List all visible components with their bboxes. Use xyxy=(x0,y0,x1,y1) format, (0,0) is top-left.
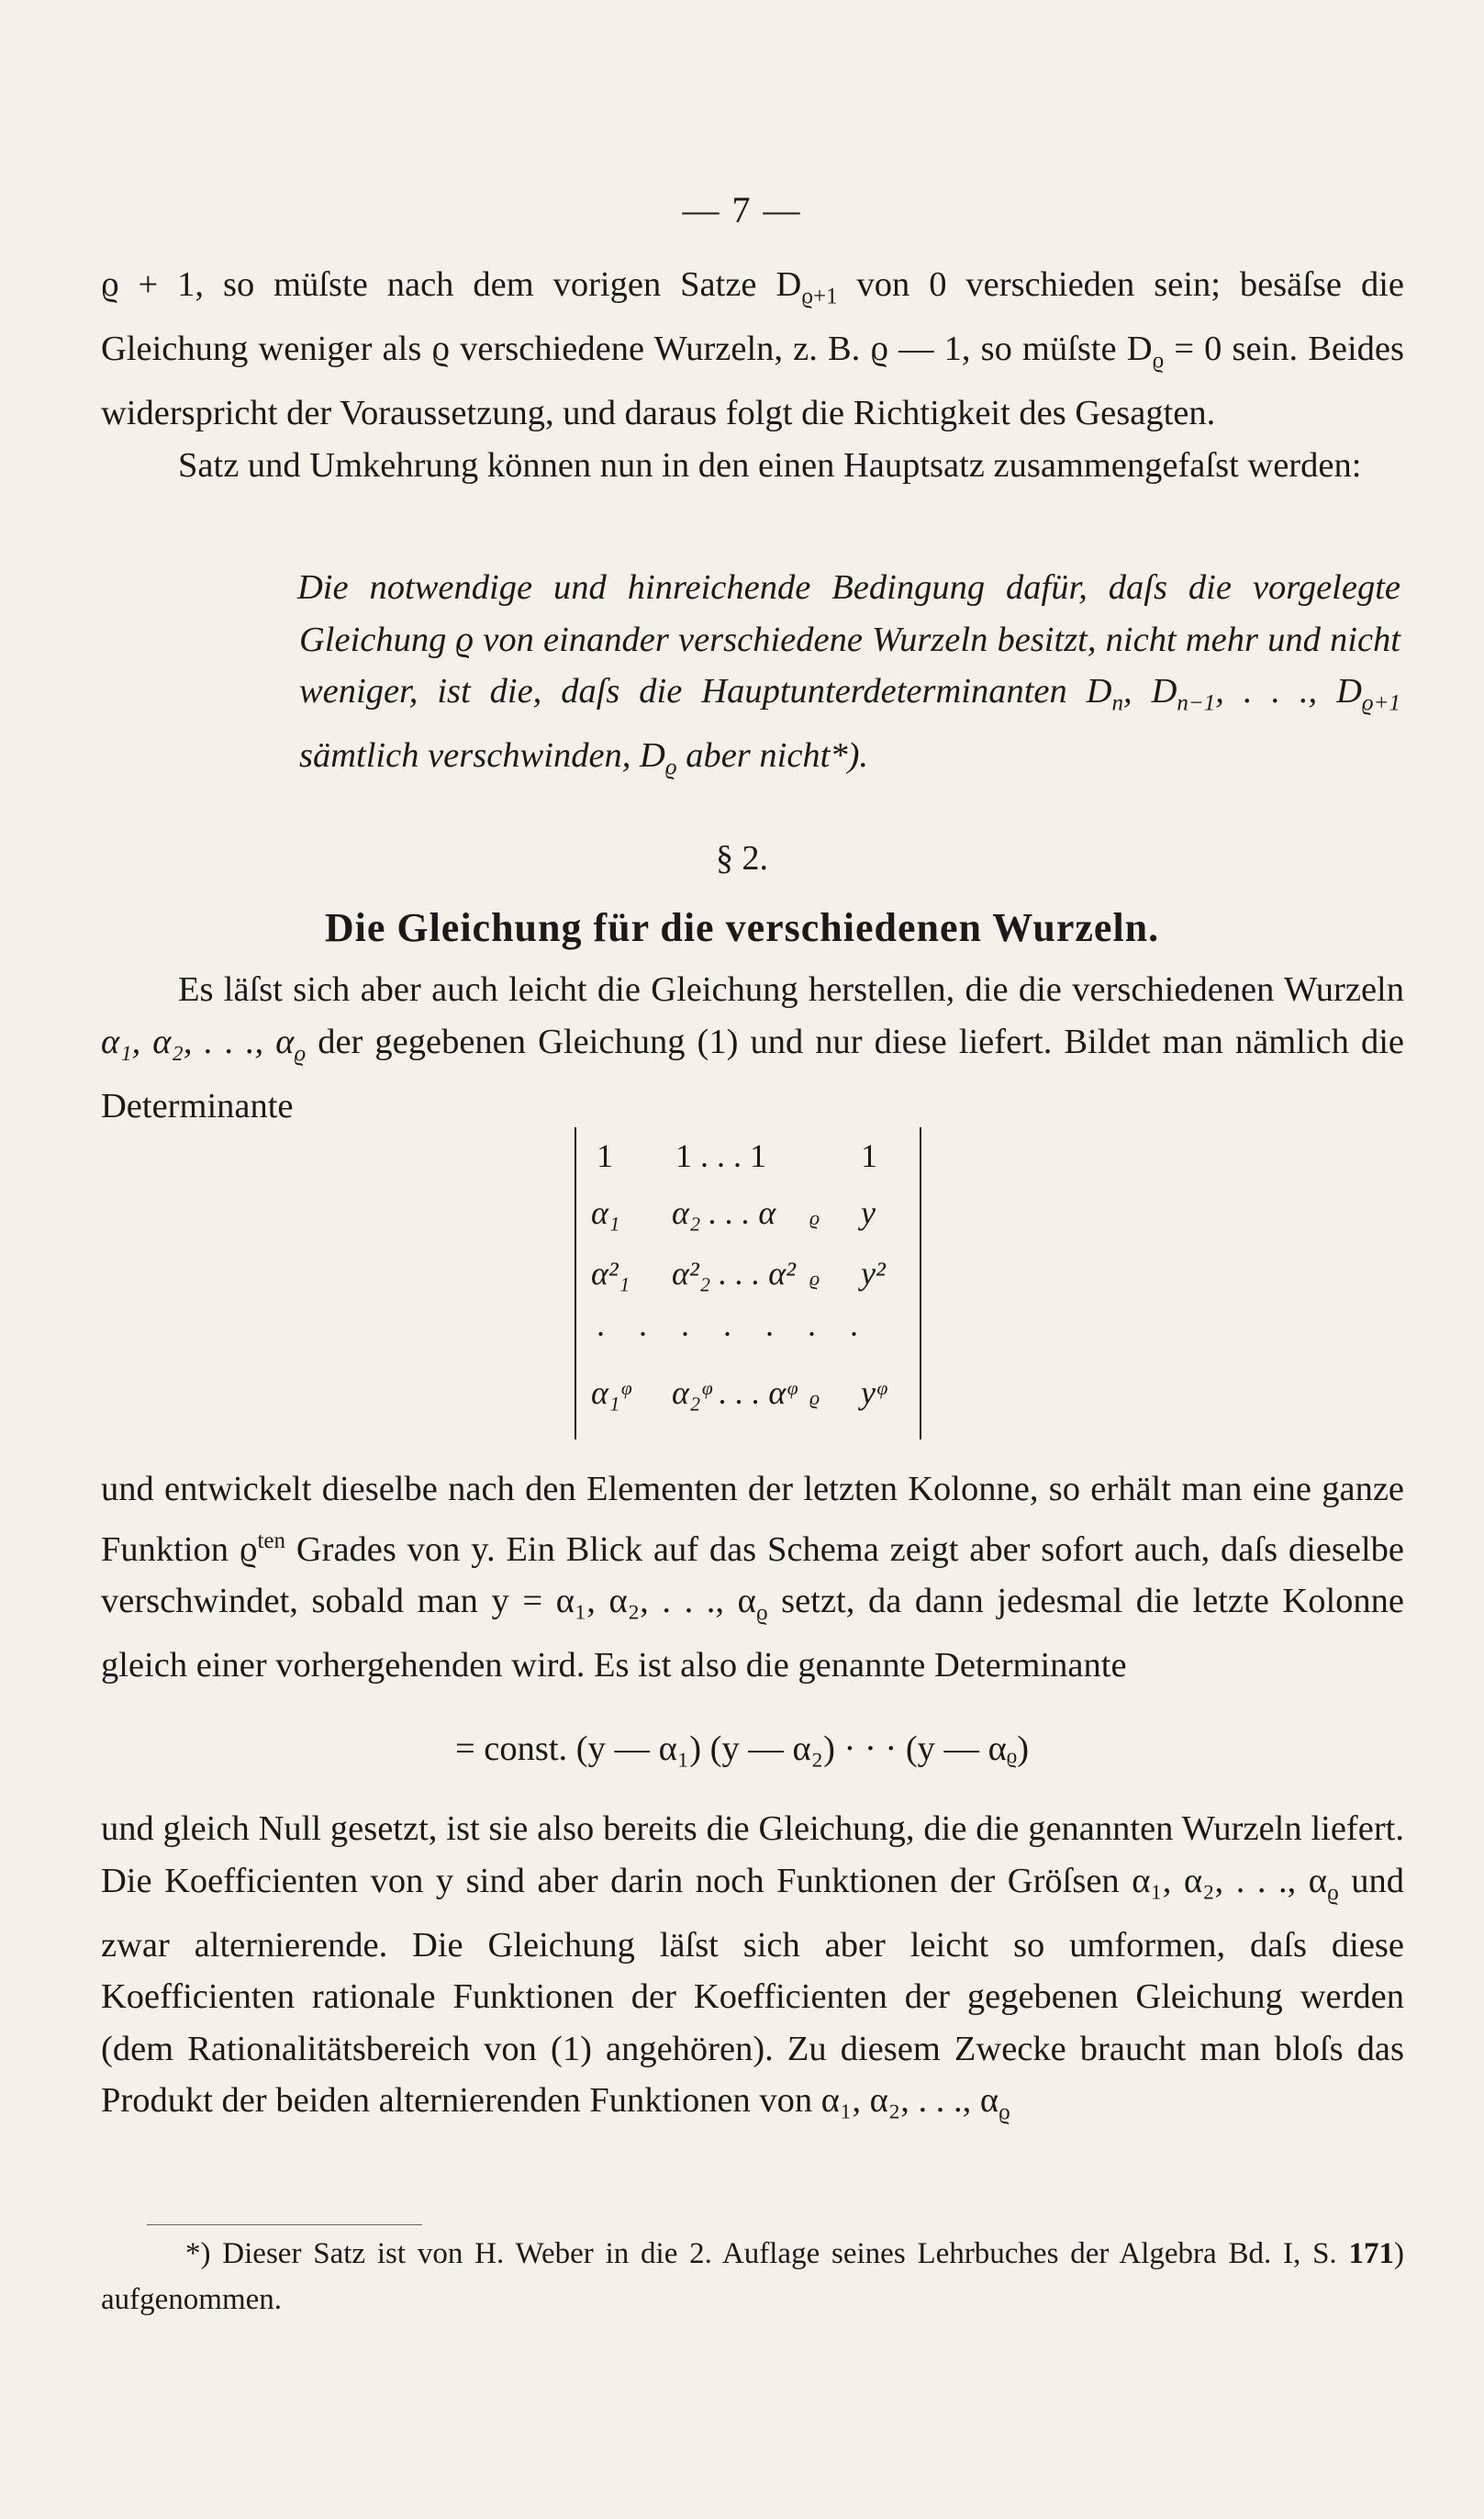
matrix-subscript: ϱ xyxy=(809,1386,820,1409)
theorem-sep-1: , xyxy=(1123,672,1152,711)
theorem-sep-2: , . . ., xyxy=(1215,672,1337,711)
intro-part-3: = 0 sein. Beides widerspricht der Voraussetzung, und daraus folgt die Richtigkeit des Gesagten. xyxy=(101,330,1405,433)
matrix-row-3 xyxy=(576,1254,920,1298)
determinant-intro-paragraph xyxy=(101,964,1404,1132)
para5-part-a: und gleich Null gesetzt, ist sie also bereits die Gleichung, die die genannten Wurzeln liefert. Die Koefficienten von y sind aber darin noch Funktionen der Gröſsen α₁, α₂, . . ., α xyxy=(101,1809,1404,1900)
theorem-dn: D xyxy=(1086,672,1112,711)
matrix-row-4 xyxy=(576,1305,920,1349)
para3-part-a: Es läſst sich aber auch leicht die Gleichung herstellen, die die verschiedenen Wurzeln xyxy=(178,970,1404,1009)
para3-roots-sub: ϱ xyxy=(294,1041,307,1067)
theorem-dn1: D xyxy=(1151,672,1177,711)
para3-part-b: der gegebenen Gleichung (1) und nur diese liefert. Bildet man nämlich die Determinante xyxy=(101,1022,1404,1125)
footnote xyxy=(101,2231,1404,2323)
footnote-part-b: ) aufgenommen. xyxy=(101,2237,1404,2316)
theorem-part-c: aber nicht*). xyxy=(676,736,869,776)
theorem-statement xyxy=(299,562,1400,794)
matrix-dots: . . . . . . . xyxy=(597,1306,871,1343)
intro-part-2: von 0 verschieden sein; besäſse die Gleichung weniger als ϱ verschiedene Wurzeln, z. B. ϱ — 1, so müſste D xyxy=(101,265,1404,369)
footnote-divider xyxy=(147,2224,422,2225)
theorem-drho: D xyxy=(640,736,665,776)
para5-sub-1: ϱ xyxy=(1326,1880,1339,1906)
theorem-part-b: sämtlich verschwinden, xyxy=(299,736,641,776)
theorem-part-a: Die notwendige und hinreichende Bedingung dafür, daſs die vorgelegte Gleichung ϱ von einander verschiedene Wurzeln besitzt, nicht mehr und nicht weniger, ist die, daſs die Hauptunterdeterminanten xyxy=(297,568,1400,711)
para3-roots: α₁, α₂, . . ., α xyxy=(101,1022,295,1061)
intro-part-1: ϱ + 1, so müſste nach dem vorigen Satze D xyxy=(101,265,802,304)
matrix-cell: α₂ᵠ . . . αᵠ xyxy=(672,1374,797,1411)
intro-sub-2: ϱ xyxy=(1152,348,1165,374)
matrix-row-1 xyxy=(576,1136,920,1181)
matrix-cell: 1 xyxy=(861,1137,877,1174)
section-number: § 2. xyxy=(716,839,768,878)
matrix-cell: 1 xyxy=(597,1137,613,1174)
determinant-intro-text xyxy=(101,964,1404,1132)
vandermonde-determinant xyxy=(575,1127,921,1439)
theorem-dn1-sub: n−1 xyxy=(1177,690,1216,716)
matrix-row-5 xyxy=(576,1373,920,1417)
matrix-cell: α²₁ xyxy=(591,1255,630,1292)
para4-part-c: setzt, da dann jedesmal die letzte Kolonne gleich einer vorhergehenden wird. Es ist also die genannte Determinante xyxy=(101,1581,1404,1685)
matrix-cell: yᵠ xyxy=(861,1374,886,1411)
para5-part-b: und zwar alternierende. Die Gleichung läſst sich aber leicht so umformen, daſs diese Koefficienten rationale Funktionen der Koefficienten der gegebenen Gleichung werden (dem Rationalitätsbereich von (1) angehören). Zu diesem Zwecke braucht man bloſs das Produkt der beiden alternierenden Funktionen von α₁, α₂, . . ., α xyxy=(101,1861,1405,2121)
footnote-page-ref: 171 xyxy=(1348,2237,1394,2270)
footnote-part-a: *) Dieser Satz ist von H. Weber in die 2. Auflage seines Lehrbuches der Algebra Bd. I, S. xyxy=(185,2237,1349,2270)
page-number: — 7 — xyxy=(682,189,802,230)
matrix-subscript: ϱ xyxy=(809,1267,820,1290)
product-formula: = const. (y — α₁) (y — α₂) · · · (y — αᵨ) xyxy=(454,1730,1030,1768)
footnote-text xyxy=(101,2231,1404,2323)
coefficients-text xyxy=(101,1803,1404,2139)
para4-sub: ϱ xyxy=(755,1600,768,1626)
matrix-cell: α²₂ . . . α² xyxy=(672,1255,796,1292)
para4-part-a: und entwickelt dieselbe nach den Elementen der letzten Kolonne, so erhält man eine ganze Funktion ϱ xyxy=(101,1470,1404,1569)
summary-paragraph: Satz und Umkehrung können nun in den einen Hauptsatz zusammengefaſst werden: xyxy=(178,445,1362,485)
para4-sup: ten xyxy=(257,1528,286,1553)
matrix-cell: y xyxy=(861,1194,876,1231)
theorem-drho-sub: ϱ xyxy=(664,755,677,780)
matrix-cell: α₂ . . . α xyxy=(672,1194,776,1231)
matrix-cell: α₁ xyxy=(591,1194,620,1231)
intro-text xyxy=(101,259,1404,440)
expansion-text xyxy=(101,1463,1404,1692)
para4-part-b: Grades von y. Ein Blick auf das Schema zeigt aber sofort auch, daſs dieselbe verschwindet, sobald man y = α₁, α₂, . . ., α xyxy=(101,1529,1404,1620)
matrix-cell: 1 . . . 1 xyxy=(675,1137,766,1174)
matrix-subscript: ϱ xyxy=(809,1206,820,1229)
intro-sub-1: ϱ+1 xyxy=(801,284,838,309)
para5-sub-2: ϱ xyxy=(999,2099,1010,2125)
matrix-cell: α₁ᵠ xyxy=(591,1374,630,1411)
theorem-dn-sub: n xyxy=(1111,690,1123,716)
expansion-paragraph xyxy=(101,1463,1404,1692)
intro-paragraph xyxy=(101,259,1404,491)
theorem-drho1: D xyxy=(1336,672,1362,711)
matrix-cell: y² xyxy=(861,1255,886,1292)
section-title: Die Gleichung für die verschiedenen Wurzeln. xyxy=(324,905,1160,950)
coefficients-paragraph xyxy=(101,1803,1404,2139)
theorem-drho1-sub: ϱ+1 xyxy=(1361,690,1401,716)
matrix-row-2 xyxy=(576,1193,920,1237)
